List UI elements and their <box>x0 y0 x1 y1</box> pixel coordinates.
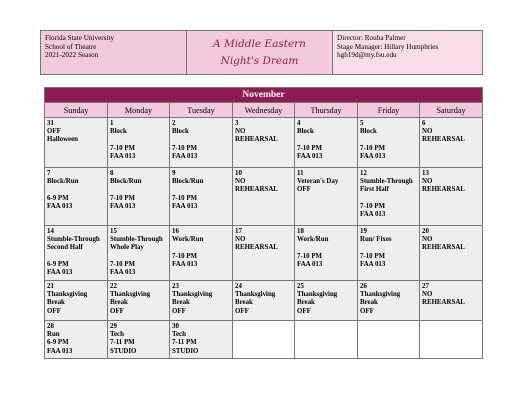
day-cell <box>420 226 483 281</box>
day-detail: FAA 013 <box>360 211 386 218</box>
day-detail: NO <box>235 128 246 136</box>
day-detail: 7-10 PM <box>172 194 198 202</box>
day-number: 15 <box>110 228 117 235</box>
day-detail: Tech <box>172 331 186 339</box>
day-detail <box>297 136 355 144</box>
school-info <box>41 31 187 74</box>
day-detail: Stumble-Through <box>110 236 163 244</box>
day-detail: REHEARSAL <box>422 136 465 144</box>
day-number: 9 <box>172 170 176 177</box>
day-cell <box>295 118 358 168</box>
production-title: A Middle Eastern Night's Dream <box>213 37 306 67</box>
day-detail: Block <box>360 128 377 136</box>
weekday-header: Saturday <box>420 103 483 118</box>
day-cell <box>108 281 170 321</box>
calendar-body <box>45 118 483 359</box>
day-number: 2 <box>172 120 176 127</box>
day-detail: Work/Run <box>172 236 204 244</box>
day-detail: Run/ Fixes <box>360 236 392 244</box>
day-detail: Thanksgiving <box>172 291 213 299</box>
day-number: 26 <box>360 283 367 290</box>
day-cell <box>45 168 108 226</box>
contact-info-line: hgh19d@my.fsu.edu <box>337 51 397 60</box>
day-detail: Stumble-Through <box>360 178 413 186</box>
day-detail: FAA 013 <box>47 269 73 276</box>
day-detail <box>110 253 167 261</box>
day-detail: Thanksgiving <box>360 291 401 299</box>
day-cell <box>295 168 358 226</box>
day-detail <box>297 244 355 252</box>
weekday-header: Tuesday <box>170 103 233 118</box>
empty-day-cell <box>295 321 358 359</box>
empty-day-cell <box>358 321 420 359</box>
day-cell <box>295 281 358 321</box>
day-detail: Block/Run <box>47 178 79 186</box>
day-number: 25 <box>297 283 304 290</box>
day-detail: Break <box>172 299 190 307</box>
weekday-header: Wednesday <box>233 103 295 118</box>
contact-info-line: Director: Rouba Palmer <box>337 34 406 42</box>
weekday-header: Friday <box>358 103 420 118</box>
day-number: 17 <box>235 228 242 235</box>
day-detail: OFF <box>110 307 124 315</box>
day-cell <box>233 281 295 321</box>
day-detail: 7-10 PM <box>360 252 386 260</box>
day-detail: Thanksgiving <box>110 291 151 299</box>
calendar-week-row <box>45 321 483 359</box>
day-cell <box>358 281 420 321</box>
day-cell <box>108 168 170 226</box>
day-detail: FAA 013 <box>110 269 136 276</box>
day-detail: Break <box>360 299 378 307</box>
day-detail: Second Half <box>47 244 83 252</box>
day-cell <box>295 226 358 281</box>
day-detail: Block <box>297 128 314 136</box>
day-detail: Thanksgiving <box>47 291 88 299</box>
day-detail: First Half <box>360 186 389 194</box>
day-detail: 7-10 PM <box>360 202 386 210</box>
day-detail <box>110 136 167 144</box>
day-number: 13 <box>422 170 429 177</box>
day-detail: Run <box>47 331 60 339</box>
day-detail: OFF <box>297 186 311 194</box>
day-detail: Break <box>297 299 315 307</box>
calendar-week-row <box>45 226 483 281</box>
day-cell <box>170 281 233 321</box>
day-cell <box>45 226 108 281</box>
day-number: 11 <box>297 170 304 177</box>
day-detail: Break <box>110 299 128 307</box>
day-number: 24 <box>235 283 242 290</box>
day-detail: Stumble-Through <box>47 236 100 244</box>
day-detail <box>172 186 230 194</box>
day-detail: 6-9 PM <box>47 339 69 347</box>
day-detail: Break <box>47 299 65 307</box>
day-detail: OFF <box>172 307 186 315</box>
day-detail: FAA 013 <box>172 202 198 210</box>
day-detail: OFF <box>235 307 249 315</box>
day-detail: 7-11 PM <box>172 339 197 347</box>
weekday-header: Sunday <box>45 103 108 118</box>
day-detail: REHEARSAL <box>235 244 278 252</box>
day-number: 7 <box>47 170 51 177</box>
day-detail: OFF <box>47 307 61 315</box>
day-detail: STUDIO <box>110 347 137 355</box>
day-detail: Tech <box>110 331 124 339</box>
day-detail: 7-10 PM <box>297 252 323 260</box>
day-cell <box>420 281 483 321</box>
day-detail: Block <box>110 128 127 136</box>
day-number: 18 <box>297 228 304 235</box>
day-detail: 7-10 PM <box>360 144 386 152</box>
rehearsal-calendar <box>44 87 483 359</box>
day-detail: Break <box>235 299 253 307</box>
day-cell <box>358 226 420 281</box>
day-cell <box>45 281 108 321</box>
day-detail: 7-10 PM <box>172 252 198 260</box>
day-detail <box>47 253 105 261</box>
day-number: 23 <box>172 283 179 290</box>
day-cell <box>170 168 233 226</box>
school-info-line: School of Theatre <box>45 42 97 51</box>
day-cell <box>45 321 108 359</box>
day-cell <box>420 118 483 168</box>
day-detail: NO <box>422 291 433 299</box>
document-header <box>40 30 483 75</box>
day-number: 16 <box>172 228 179 235</box>
day-number: 28 <box>47 323 54 330</box>
contact-info-line: Stage Manager: Hillary Humphries <box>337 42 439 51</box>
day-detail: FAA 013 <box>172 152 198 160</box>
day-number: 10 <box>235 170 242 177</box>
day-detail: Halloween <box>47 136 79 144</box>
day-cell <box>170 321 233 359</box>
day-number: 6 <box>422 120 426 127</box>
day-detail: NO <box>422 128 433 136</box>
day-detail: 7-10 PM <box>297 144 323 152</box>
day-detail: FAA 013 <box>172 260 198 268</box>
day-detail: Veteran's Day <box>297 178 339 186</box>
day-detail <box>360 244 417 252</box>
contact-info <box>333 31 482 74</box>
day-detail <box>360 136 417 144</box>
day-number: 5 <box>360 120 364 127</box>
day-number: 31 <box>47 120 54 127</box>
day-detail: 7-10 PM <box>110 260 136 268</box>
day-detail <box>172 244 230 252</box>
day-detail: FAA 013 <box>360 260 386 268</box>
day-cell <box>420 168 483 226</box>
day-detail: NO <box>422 178 433 186</box>
day-cell <box>45 118 108 168</box>
day-cell <box>233 168 295 226</box>
day-detail <box>110 186 167 194</box>
day-detail: REHEARSAL <box>235 186 278 194</box>
day-detail: FAA 013 <box>360 152 386 160</box>
day-detail <box>172 136 230 144</box>
day-cell <box>108 321 170 359</box>
day-number: 8 <box>110 170 114 177</box>
day-number: 30 <box>172 323 179 330</box>
day-detail: Block <box>172 128 189 136</box>
day-number: 1 <box>110 120 114 127</box>
day-cell <box>170 226 233 281</box>
day-detail: Thanksgiving <box>235 291 276 299</box>
day-cell <box>108 226 170 281</box>
day-number: 3 <box>235 120 239 127</box>
day-detail: Thanksgiving <box>297 291 338 299</box>
weekday-header-row <box>45 103 483 118</box>
day-detail: 7-10 PM <box>110 194 136 202</box>
day-detail: 6-9 PM <box>47 194 69 202</box>
day-number: 29 <box>110 323 117 330</box>
day-cell <box>170 118 233 168</box>
day-detail: NO <box>235 178 246 186</box>
day-detail: Block/Run <box>110 178 142 186</box>
day-cell <box>358 168 420 226</box>
day-number: 19 <box>360 228 367 235</box>
day-number: 12 <box>360 170 367 177</box>
day-detail: REHEARSAL <box>422 186 465 194</box>
calendar-week-row <box>45 118 483 168</box>
calendar-week-row <box>45 168 483 226</box>
day-detail <box>47 186 105 194</box>
empty-day-cell <box>233 321 295 359</box>
day-detail: Whole Play <box>110 244 144 252</box>
day-detail: OFF <box>297 307 311 315</box>
day-number: 27 <box>422 283 429 290</box>
day-number: 4 <box>297 120 301 127</box>
day-detail: REHEARSAL <box>422 244 465 252</box>
day-detail: 6-9 PM <box>47 260 69 268</box>
day-detail: FAA 013 <box>297 260 323 268</box>
day-detail: FAA 013 <box>297 152 323 160</box>
production-title-box <box>187 31 333 74</box>
school-info-line: Florida State University <box>45 34 115 42</box>
day-detail: FAA 013 <box>110 202 136 210</box>
day-detail: OFF <box>47 128 61 136</box>
day-cell <box>358 118 420 168</box>
day-cell <box>233 118 295 168</box>
day-detail: FAA 013 <box>47 202 73 210</box>
day-detail <box>360 195 417 203</box>
day-detail: REHEARSAL <box>422 299 465 307</box>
day-detail: FAA 013 <box>47 347 73 355</box>
day-detail: OFF <box>360 307 374 315</box>
weekday-header: Thursday <box>295 103 358 118</box>
day-number: 22 <box>110 283 117 290</box>
day-cell <box>108 118 170 168</box>
school-info-line: 2021-2022 Season <box>45 51 99 60</box>
day-detail: FAA 013 <box>110 152 136 160</box>
day-detail: REHEARSAL <box>235 136 278 144</box>
day-number: 14 <box>47 228 54 235</box>
day-detail: 7-10 PM <box>110 144 136 152</box>
day-cell <box>233 226 295 281</box>
weekday-header: Monday <box>108 103 170 118</box>
day-detail: Work/Run <box>297 236 329 244</box>
day-number: 21 <box>47 283 54 290</box>
day-detail: Block/Run <box>172 178 204 186</box>
day-detail: STUDIO <box>172 347 199 355</box>
day-detail: 7-10 PM <box>172 144 198 152</box>
day-detail: NO <box>235 236 246 244</box>
month-title: November <box>45 88 483 103</box>
day-detail: NO <box>422 236 433 244</box>
day-detail: 7-11 PM <box>110 339 135 347</box>
calendar-week-row <box>45 281 483 321</box>
empty-day-cell <box>420 321 483 359</box>
day-number: 20 <box>422 228 429 235</box>
